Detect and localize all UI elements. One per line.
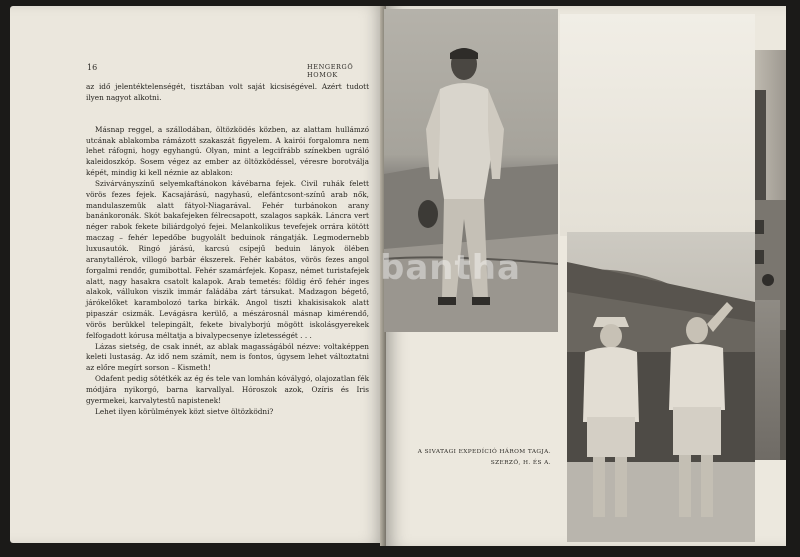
photo-caption	[405, 447, 551, 469]
page-number: 16	[87, 63, 98, 72]
two-men-illustration	[567, 232, 755, 542]
caption-line-1: A SIVATAGI EXPEDÍCIÓ HÁROM TAGJA.	[417, 449, 551, 455]
paragraph-6: Lehet ilyen körülmények közt sietve öltözködni?	[95, 406, 274, 416]
photo-two-men	[567, 232, 755, 542]
body-text	[86, 82, 369, 417]
paragraph-3: Szivárványszínű selyemkaftánokon kávébarna fejek. Civil ruhák felett vörös fezes fejek. Kacsajárású, nagyhasú, elefántcsont-színű arab nők, mandulaszemük alatt fátyol-Niagarával. Fehér turbánokon arany banánkoronák. Skót bakafejeken félrecsapott, szalagos sapkák. Láncra vert néger rabok fekete biliárdgolyó fejei. Melankolikus tevefejek orrára kötött maczag – fehér lepedőbe bugyolált beduinok rángatják. Legmodernebb luxusautók. Ringó járású, karcsú csípejű beduin lányok ölében aranytallérok, villogó barbár ékszerek. Fehér kabátos, vörös fezes angol forgalmi rendőr, gumibottal. Fehér szamárfejek. Kopasz, német turistafejek alatt, nagy hasakra csatolt kalapok. Arab temetés: földig érő fehér inges alakok, vállukon viszik immár faládába zárt társukat. Madzagon bégető, járókelőket karambolozó tarka birkák. Angol tiszti khakisisakok alatt pipaszár csizmák. Levágásra kerülő, a mészárosnál másnap kimérendő, vörös berükkel telepingált, fekete bivalyborjú mögött iskolásgyerekek felfogadott kórusa méltatja a bivalypecsenye ízletességét . . .	[86, 178, 369, 340]
caption-line-2: SZERZŐ, H. ÉS A.	[490, 460, 551, 466]
paragraph-5: Odafent pedig sötétkék az ég és tele van lomhán kóválygó, olajozatlan fék módjára nyikorgó, barna karvallyal. Hóroszok azok, Ozíris és Iris gyermekei, karvalytestű napistenek!	[86, 374, 369, 405]
paragraph-2: Másnap reggel, a szállodában, öltözködés közben, az alattam hullámzó utcának ablakomba rámázott szakaszát figyelem. A kairói forgalomra nem lehet ráfogni, hogy egyhangú. Olyan, mint a legcifrább színekben ugráló kaleidoszkóp. Sosem végez az ember az öltözködéssel, véresre borotválja képét, mindig ki kell néznie az ablakon:	[86, 124, 369, 178]
watermark: bantha	[380, 248, 521, 288]
left-page	[10, 6, 384, 543]
running-head: HENGERGŐ HOMOK	[307, 63, 354, 79]
paragraph-1: az idő jelentéktelenségét, tisztában volt saját kicsiségével. Azért tudott ilyen nagyot alkotni.	[86, 82, 369, 102]
photo-sky-region	[560, 14, 755, 236]
paragraph-4: Lázas sietség, de csak innét, az ablak magasságából nézve: voltaképpen keleti lustaság. Az idő nem számít, nem is fontos, úgysem lehet változtatni az előre megírt sorson – Kismeth!	[86, 341, 369, 373]
